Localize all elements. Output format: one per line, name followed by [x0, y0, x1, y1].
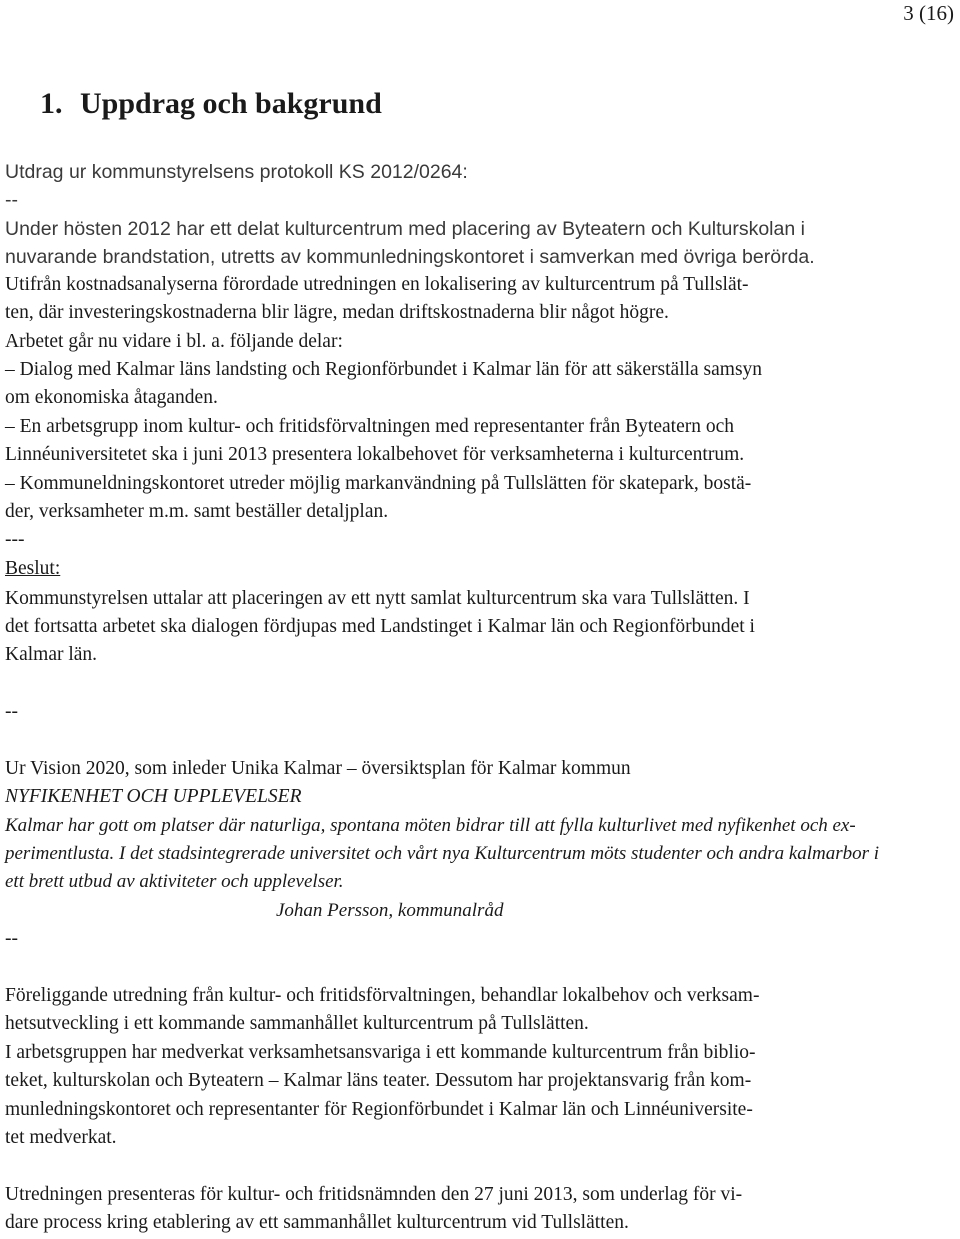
separator: -- — [5, 701, 18, 722]
separator: -- — [5, 928, 18, 949]
decision-label: Beslut: — [5, 558, 61, 579]
protocol-line: ten, där investeringskostnaderna blir lägre, medan driftskostnaderna blir något högre. — [5, 302, 669, 323]
page-number: 3 (16) — [903, 1, 954, 25]
vision-quote-line: ett brett utbud av aktiviteter och upplevelser. — [5, 871, 344, 892]
vision-intro: Ur Vision 2020, som inleder Unika Kalmar – översiktsplan för Kalmar kommun — [5, 758, 631, 779]
protocol-line: nuvarande brandstation, utretts av kommunledningskontoret i samverkan med övriga berörda. — [5, 246, 815, 268]
protocol-line: – Dialog med Kalmar läns landsting och Regionförbundet i Kalmar län för att säkerställa samsyn — [5, 359, 763, 380]
body-line: Utredningen presenteras för kultur- och fritidsnämnden den 27 juni 2013, som underlag för vi- — [5, 1184, 743, 1205]
vision-title: NYFIKENHET OCH UPPLEVELSER — [5, 786, 302, 807]
heading-title: Uppdrag och bakgrund — [80, 87, 382, 120]
separator-close: --- — [5, 529, 25, 550]
protocol-line: Arbetet går nu vidare i bl. a. följande delar: — [5, 331, 343, 352]
protocol-line: der, verksamheter m.m. samt beställer detaljplan. — [5, 501, 389, 522]
protocol-line: Linnéuniversitetet ska i juni 2013 presentera lokalbehovet för verksamheterna i kulturcentrum. — [5, 444, 745, 465]
vision-quote-line: perimentlusta. I det stadsintegrerade universitet och vårt nya Kulturcentrum möts studenter och andra kalmarbor i — [5, 843, 880, 864]
body-line: dare process kring etablering av ett sammanhållet kulturcentrum vid Tullslätten. — [5, 1212, 629, 1233]
protocol-line: Utifrån kostnadsanalyserna förordade utredningen en lokalisering av kulturcentrum på Tullslät- — [5, 274, 749, 295]
decision-line: Kalmar län. — [5, 644, 98, 665]
body-line: I arbetsgruppen har medverkat verksamhetsansvariga i ett kommande kulturcentrum från biblio- — [5, 1042, 756, 1063]
body-line: munledningskontoret och representanter för Regionförbundet i Kalmar län och Linnéuniversite- — [5, 1099, 753, 1120]
decision-line: Kommunstyrelsen uttalar att placeringen av ett nytt samlat kulturcentrum ska vara Tullslätten. I — [5, 588, 750, 609]
separator-open: -- — [5, 189, 18, 211]
vision-quote-line: Kalmar har gott om platser där naturliga, spontana möten bidrar till att fylla kulturlivet med nyfikenhet och ex- — [5, 815, 856, 836]
protocol-line: om ekonomiska åtaganden. — [5, 387, 218, 408]
heading-number: 1. — [40, 87, 63, 120]
decision-line: det fortsatta arbetet ska dialogen fördjupas med Landstinget i Kalmar län och Regionförbundet i — [5, 616, 755, 637]
protocol-line: – En arbetsgrupp inom kultur- och fritidsförvaltningen med representanter från Byteatern och — [5, 416, 734, 437]
body-line: Föreliggande utredning från kultur- och fritidsförvaltningen, behandlar lokalbehov och verksam- — [5, 985, 760, 1006]
body-line: hetsutveckling i ett kommande sammanhållet kulturcentrum på Tullslätten. — [5, 1013, 589, 1034]
section-heading — [40, 86, 382, 122]
body-line: tet medverkat. — [5, 1127, 117, 1148]
protocol-intro: Utdrag ur kommunstyrelsens protokoll KS 2012/0264: — [5, 161, 468, 183]
body-line: teket, kulturskolan och Byteatern – Kalmar läns teater. Dessutom har projektansvarig från kom- — [5, 1070, 752, 1091]
vision-signature: Johan Persson, kommunalråd — [276, 900, 504, 921]
protocol-line: Under hösten 2012 har ett delat kulturcentrum med placering av Byteatern och Kulturskolan i — [5, 218, 805, 240]
protocol-line: – Kommuneldningskontoret utreder möjlig markanvändning på Tullslätten för skatepark, bostä- — [5, 473, 752, 494]
